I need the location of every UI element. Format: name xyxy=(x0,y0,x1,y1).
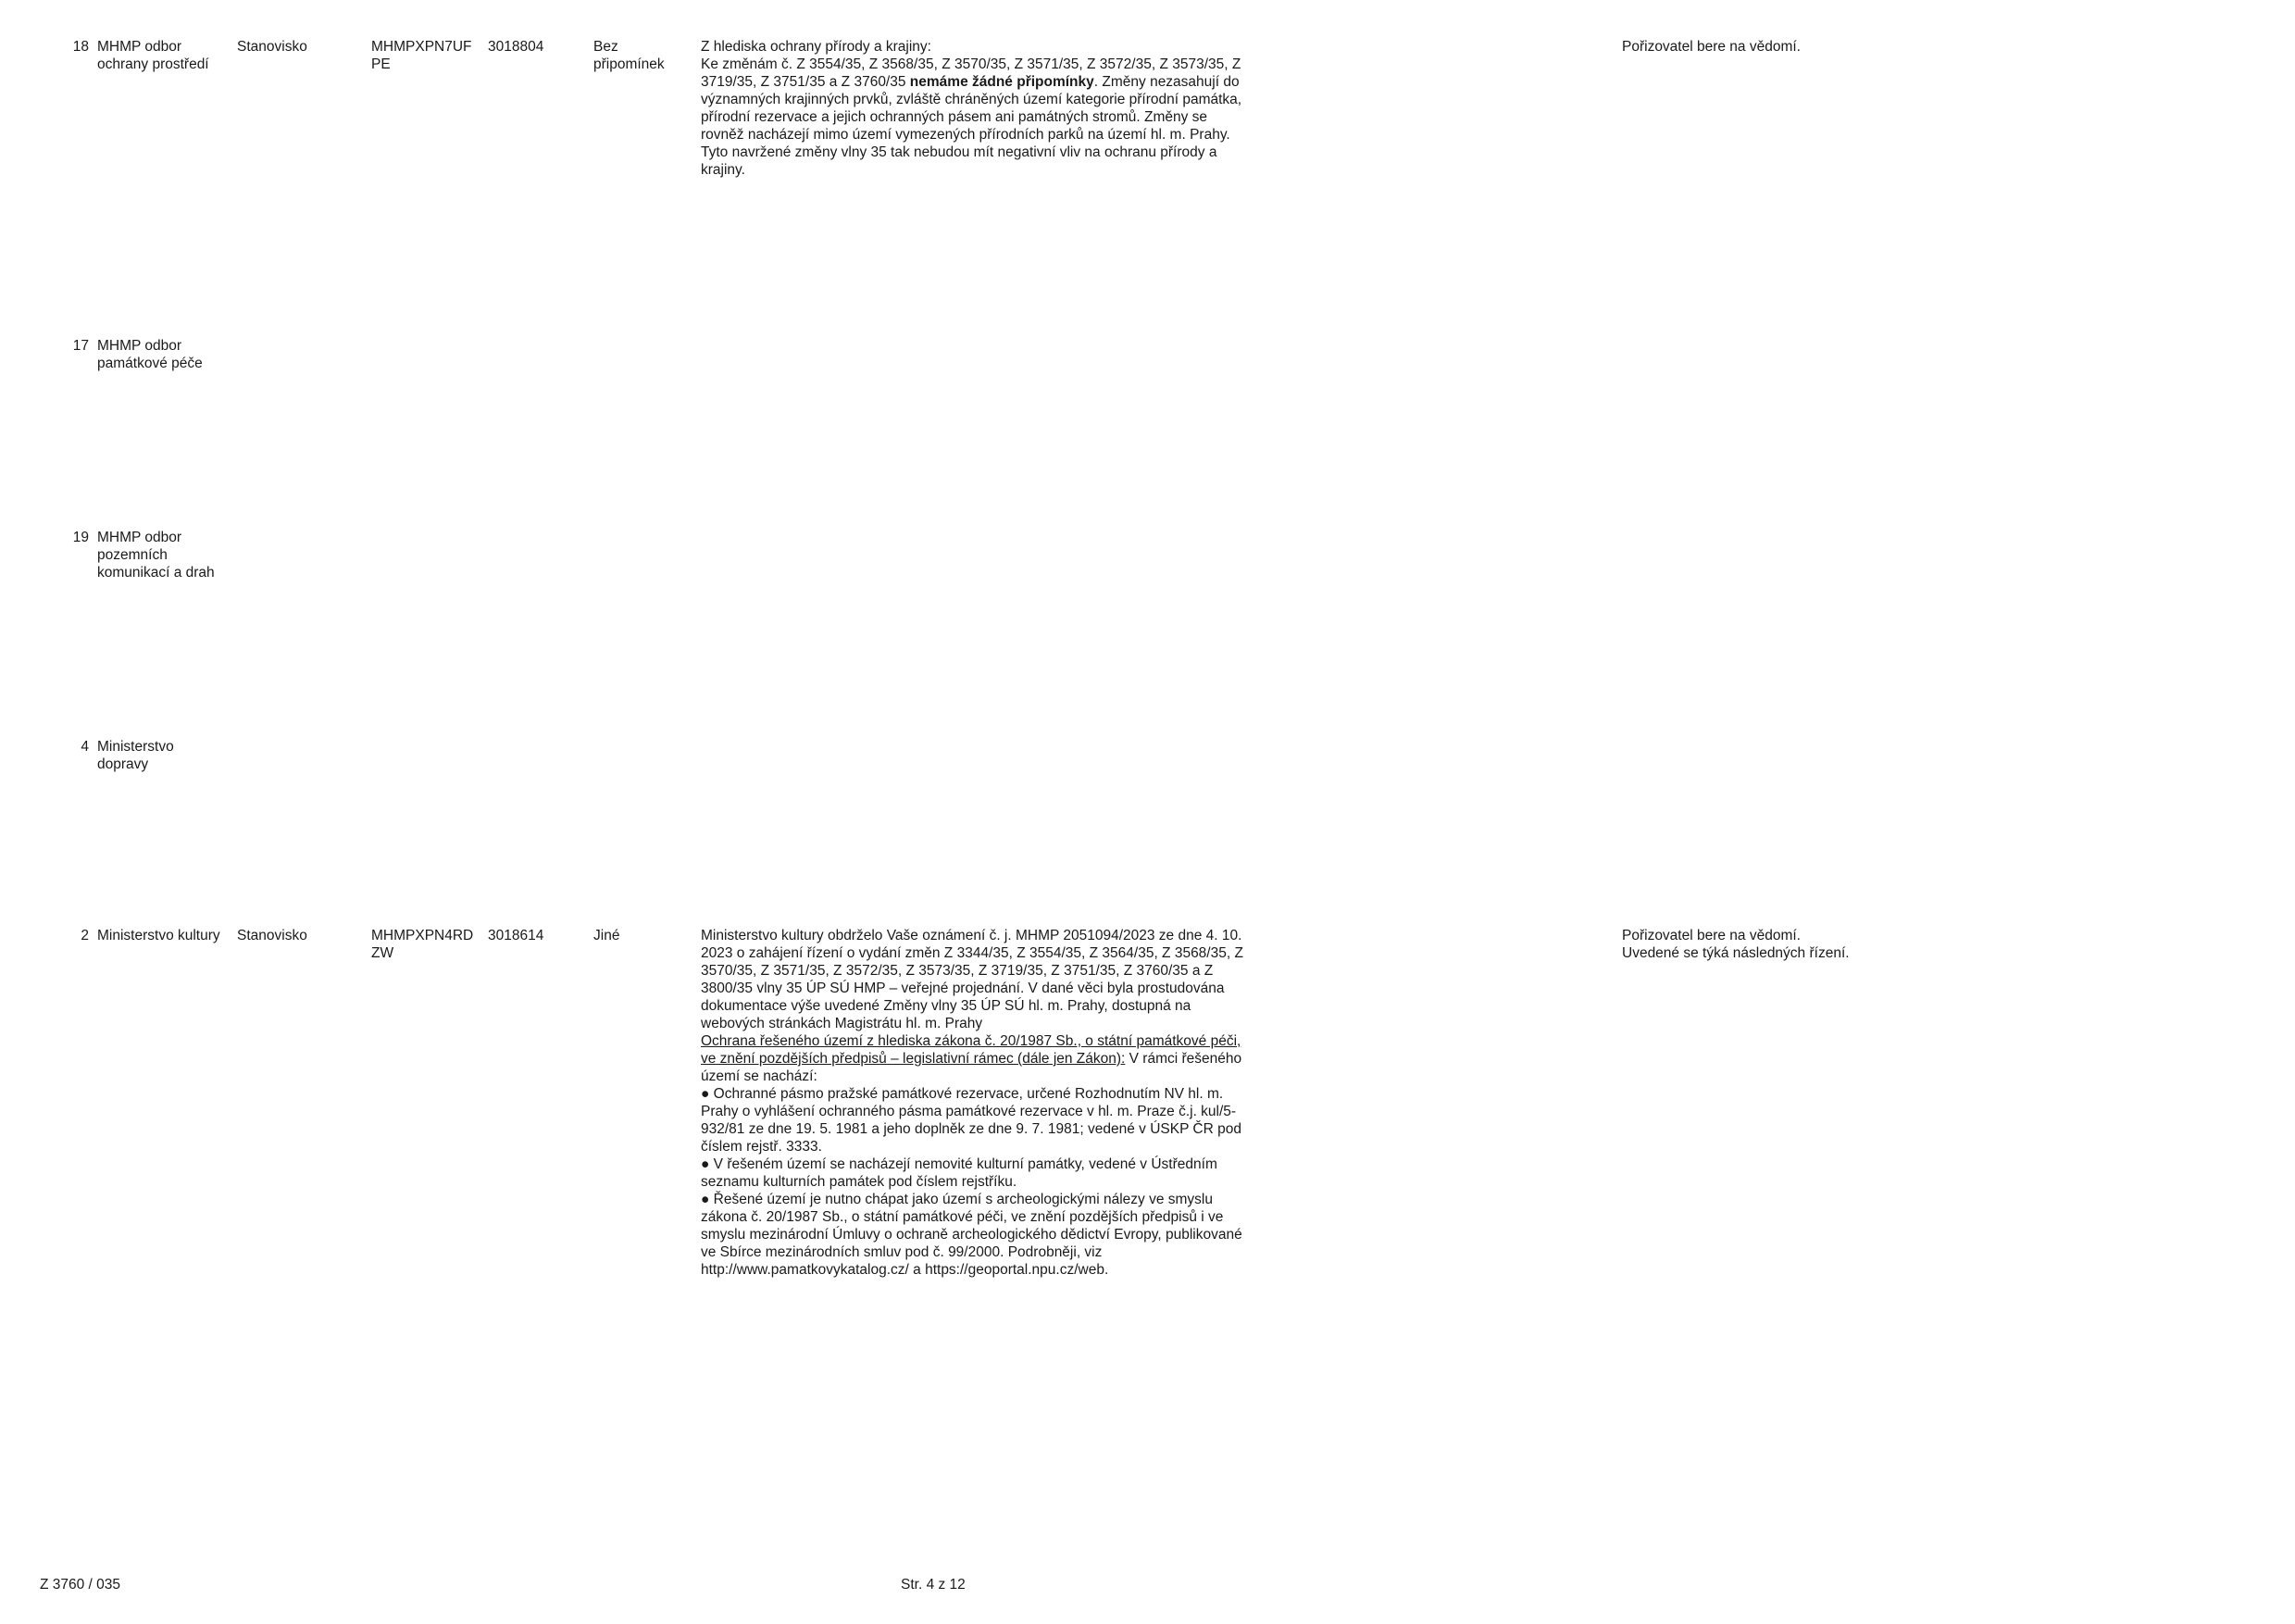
statement-text: Ministerstvo kultury obdrželo Vaše oznámení č. j. MHMP 2051094/2023 ze dne 4. 10. 2023 o zahájení řízení o vydání změn Z 3344/35, Z 3554/35, Z 3564/35, Z 3568/35, Z 3570/35, Z 3571/35, Z 3572/35, Z 3573/35, Z 3719/35, Z 3751/35, Z 3760/35 a Z 3800/35 vlny 35 ÚP SÚ HMP – veřejné projednání. V dané věci byla prostudována dokumentace výše uvedené Změny vlny 35 ÚP SÚ hl. m. Prahy, dostupná na webových stránkách Magistrátu hl. m. Prahy Ochrana řešeného území z hlediska zákona č. 20/1987 Sb., o státní památkové péči, ve znění pozdějších předpisů – legislativní rámec (dále jen Zákon): V rámci řešeného území se nachází: ● Ochranné pásmo pražské památkové rezervace, určené Rozhodnutím NV hl. m. Prahy o vyhlášení ochranného pásma památkové rezervace v hl. m. Praze č.j. kul/5- 932/81 ze dne 19. 5. 1981 a jeho doplněk ze dne 9. 7. 1981; vedené v ÚSKP ČR pod číslem rejstř. 3333. ● V řešeném území se nacházejí nemovité kulturní památky, vedené v Ústředním seznamu kulturních památek pod číslem rejstříku. ● Řešené území je nutno chápat jako území s archeologickými nálezy ve smyslu zákona č. 20/1987 Sb., o státní památkové péči, ve znění pozdějších předpisů i ve smyslu mezinárodní Úmluvy o ochraně archeologického dědictví Evropy, publikované ve Sbírce mezinárodních smluv pod č. 99/2000. Podrobněji, viz http://www.pamatkovykatalog.cz/ a https://geoportal.npu.cz/web. xyxy=(701,927,1293,1279)
row-number: 19 xyxy=(72,530,89,545)
result: Bez připomínek xyxy=(593,39,665,72)
organization-name: Ministerstvo dopravy xyxy=(97,739,174,772)
organization-name: MHMP odbor památkové péče xyxy=(97,338,203,371)
row-number: 4 xyxy=(81,739,89,755)
document-id: MHMPXPN4RD ZW xyxy=(371,928,474,961)
row-number: 17 xyxy=(72,338,89,354)
processor-response: Pořizovatel bere na vědomí. Uvedené se týká následných řízení. xyxy=(1622,928,1850,961)
organization-name: MHMP odbor ochrany prostředí xyxy=(97,39,209,72)
organization-name: MHMP odbor pozemních komunikací a drah xyxy=(97,530,215,581)
legislative-heading: Ochrana řešeného území z hlediska zákona č. 20/1987 Sb., o státní památkové péči, xyxy=(701,1033,1241,1049)
document-code: Z 3760 / 035 xyxy=(40,1577,121,1593)
reference-number: 3018614 xyxy=(488,928,544,943)
reference-number: 3018804 xyxy=(488,39,544,55)
result: Jiné xyxy=(593,928,620,943)
page-number: Str. 4 z 12 xyxy=(901,1577,966,1593)
organization-name: Ministerstvo kultury xyxy=(97,928,220,943)
processor-response: Pořizovatel bere na vědomí. xyxy=(1622,39,1801,55)
row-number: 18 xyxy=(72,39,89,55)
statement-text: Z hlediska ochrany přírody a krajiny: Ke změnám č. Z 3554/35, Z 3568/35, Z 3570/35, Z 3571/35, Z 3572/35, Z 3573/35, Z 3719/35, Z 3751/35 a Z 3760/35 nemáme žádné připomínky. Změny nezasahují do významných krajinných prvků, zvláště chráněných území kategorie přírodní památka, přírodní rezervace a jejich ochranných pásem ani památných stromů. Změny se rovněž nacházejí mimo území vymezených přírodních parků na území hl. m. Prahy. Tyto navržené změny vlny 35 tak nebudou mít negativní vliv na ochranu přírody a krajiny. xyxy=(701,39,1242,178)
bullet-item: ● Ochranné pásmo pražské památkové rezervace, určené Rozhodnutím NV hl. m. xyxy=(701,1086,1224,1102)
document-id: MHMPXPN7UF PE xyxy=(371,39,472,72)
bullet-item: ● Řešené území je nutno chápat jako území s archeologickými nálezy ve smyslu xyxy=(701,1192,1213,1207)
links-line: http://www.pamatkovykatalog.cz/ a https://geoportal.npu.cz/web. xyxy=(701,1262,1109,1278)
document-type: Stanovisko xyxy=(237,928,307,943)
bullet-item: ● V řešeném území se nacházejí nemovité kulturní památky, vedené v Ústředním xyxy=(701,1156,1217,1172)
document-type: Stanovisko xyxy=(237,39,307,55)
row-number: 2 xyxy=(81,928,89,943)
